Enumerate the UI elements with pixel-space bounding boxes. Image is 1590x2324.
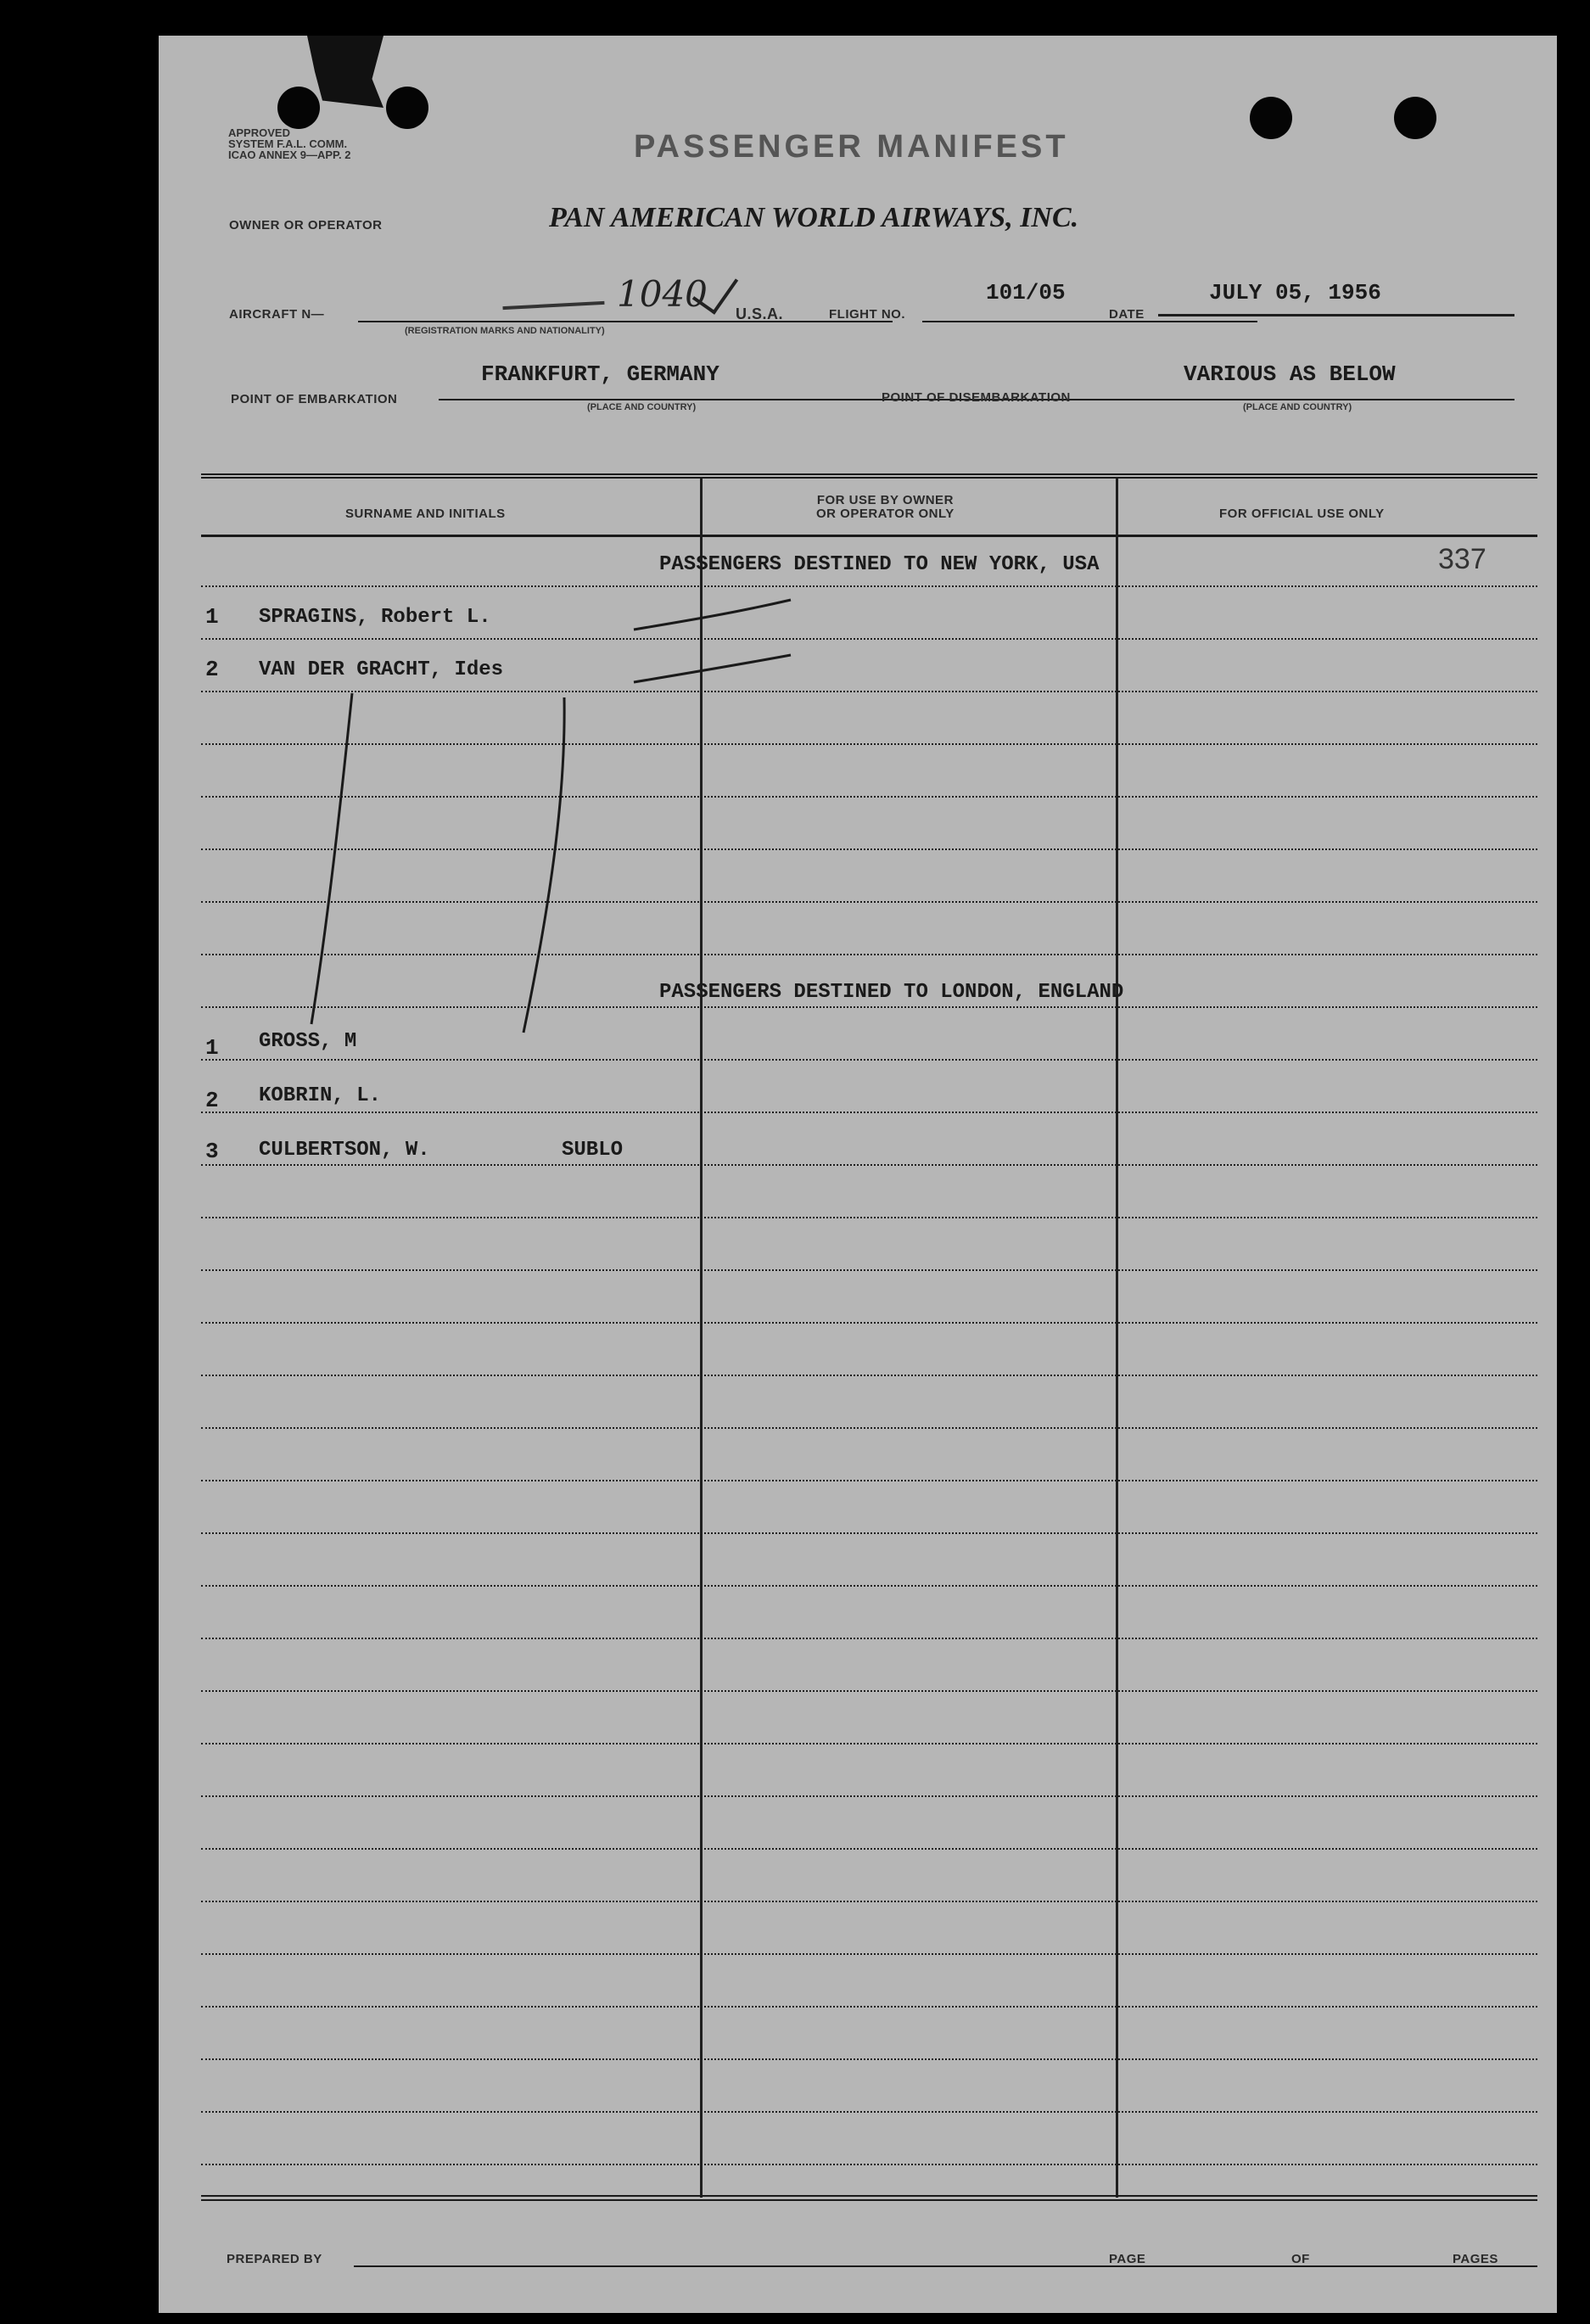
aircraft-value: 1040	[617, 273, 708, 315]
passenger-number: 1	[205, 604, 219, 630]
page-title: PASSENGER MANIFEST	[634, 129, 1069, 165]
pages-label: PAGES	[1453, 2252, 1498, 2266]
disembark-value: VARIOUS AS BELOW	[1184, 361, 1396, 387]
passenger-name: CULBERTSON, W.	[259, 1139, 430, 1162]
passenger-name: GROSS, M	[259, 1030, 357, 1053]
passenger-number: 3	[205, 1139, 219, 1164]
passenger-name: SPRAGINS, Robert L.	[259, 606, 491, 629]
prepared-by-label: PREPARED BY	[227, 2252, 322, 2266]
passenger-number: 2	[205, 657, 219, 682]
passenger-note: SUBLO	[562, 1139, 624, 1162]
group-heading-london: PASSENGERS DESTINED TO LONDON, ENGLAND	[659, 981, 1124, 1004]
owner-label: OWNER OR OPERATOR	[229, 218, 383, 232]
group-heading-new-york: PASSENGERS DESTINED TO NEW YORK, USA	[659, 553, 1100, 576]
passenger-number: 1	[205, 1035, 219, 1061]
date-value: JULY 05, 1956	[1209, 280, 1381, 305]
manifest-sheet	[159, 36, 1557, 2313]
col-owner-header: FOR USE BY OWNER OR OPERATOR ONLY	[816, 493, 955, 521]
official-number: 337	[1438, 543, 1486, 575]
passenger-number: 2	[205, 1088, 219, 1113]
pen-marks	[159, 36, 1557, 2313]
disembark-subcaption: (PLACE AND COUNTRY)	[1243, 402, 1352, 412]
owner-name: PAN AMERICAN WORLD AIRWAYS, INC.	[549, 202, 1079, 233]
flight-value: 101/05	[986, 280, 1066, 305]
col-official-header: FOR OFFICIAL USE ONLY	[1219, 507, 1385, 521]
passenger-name: KOBRIN, L.	[259, 1084, 382, 1107]
date-label: DATE	[1109, 307, 1145, 322]
of-label: OF	[1291, 2252, 1310, 2266]
page-label: PAGE	[1109, 2252, 1146, 2266]
embark-label: POINT OF EMBARKATION	[231, 392, 398, 406]
embark-value: FRANKFURT, GERMANY	[481, 361, 719, 387]
embark-subcaption: (PLACE AND COUNTRY)	[587, 402, 697, 412]
passenger-name: VAN DER GRACHT, Ides	[259, 658, 504, 681]
disembark-label: POINT OF DISEMBARKATION	[882, 390, 1071, 405]
flight-label: FLIGHT NO.	[829, 307, 905, 322]
approval-block: APPROVED SYSTEM F.A.L. COMM. ICAO ANNEX 9—APP. 2	[228, 126, 351, 161]
aircraft-subcaption: (REGISTRATION MARKS AND NATIONALITY)	[405, 326, 605, 336]
col-surname-header: SURNAME AND INITIALS	[345, 507, 506, 521]
aircraft-label: AIRCRAFT N—	[229, 307, 325, 322]
footer-line	[354, 2265, 1537, 2267]
usa-label: U.S.A.	[736, 305, 784, 322]
